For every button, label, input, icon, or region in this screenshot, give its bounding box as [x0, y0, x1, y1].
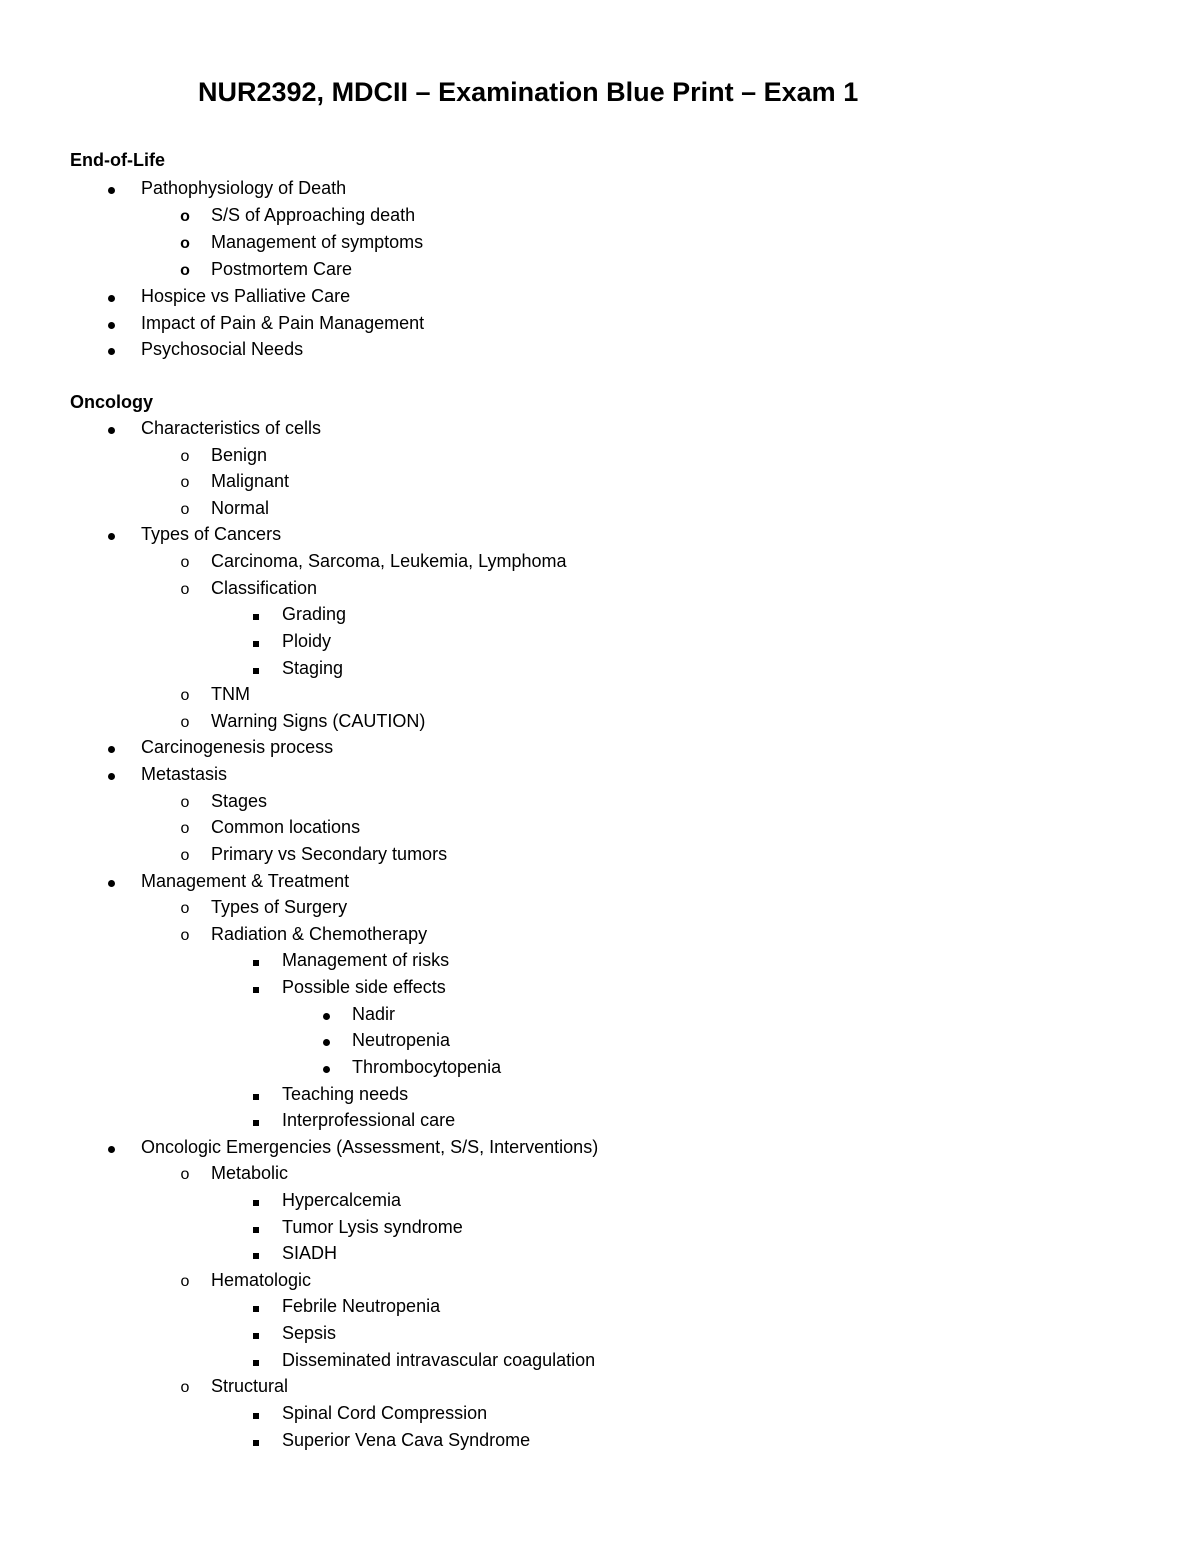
list-item	[282, 1294, 440, 1318]
list-item-text: Stages	[211, 791, 268, 811]
bullet-icon	[316, 1028, 336, 1052]
list-item	[180, 1374, 289, 1398]
circle-bullet-icon: o	[180, 208, 190, 225]
list-item	[180, 815, 361, 839]
list-item-text: Common locations	[211, 817, 361, 837]
bullet-icon	[101, 522, 121, 546]
circle-bullet-icon: o	[180, 927, 190, 944]
list-item	[282, 1215, 463, 1239]
circle-bullet-icon: o	[180, 501, 190, 518]
bullet-icon	[316, 1055, 336, 1079]
square-bullet-icon	[246, 1108, 266, 1132]
section-heading: Oncology	[70, 392, 154, 412]
list-item-text: S/S of Approaching death	[211, 205, 416, 225]
list-item-text: Hypercalcemia	[282, 1190, 402, 1210]
square-bullet-icon	[246, 1348, 266, 1372]
circle-bullet-icon: o	[180, 474, 190, 491]
list-item	[282, 1321, 336, 1345]
list-item-text: Superior Vena Cava Syndrome	[282, 1430, 531, 1450]
list-item-text: Neutropenia	[352, 1030, 451, 1050]
square-bullet-icon	[246, 948, 266, 972]
list-item-text: Warning Signs (CAUTION)	[211, 711, 426, 731]
square-bullet-icon	[246, 1241, 266, 1265]
list-item-text: Primary vs Secondary tumors	[211, 844, 448, 864]
square-bullet-icon	[246, 1082, 266, 1106]
circle-bullet-icon: o	[180, 554, 190, 571]
list-item	[352, 1055, 501, 1079]
square-bullet-icon	[246, 1321, 266, 1345]
square-bullet-icon	[246, 1294, 266, 1318]
circle-bullet-icon: o	[180, 794, 190, 811]
bullet-icon	[101, 1135, 121, 1159]
square-bullet-icon	[246, 1188, 266, 1212]
list-item-text: Ploidy	[282, 631, 332, 651]
list-item-text: Benign	[211, 445, 268, 465]
list-item	[141, 522, 281, 546]
list-item-text: Psychosocial Needs	[141, 339, 304, 359]
document-title: NUR2392, MDCII – Examination Blue Print – Exam 1	[198, 77, 859, 107]
list-item-text: Malignant	[211, 471, 290, 491]
list-item-text: Disseminated intravascular coagulation	[282, 1350, 596, 1370]
list-item-text: Metabolic	[211, 1163, 289, 1183]
square-bullet-icon	[246, 629, 266, 653]
circle-bullet-icon: o	[180, 1166, 190, 1183]
list-item-text: Characteristics of cells	[141, 418, 322, 438]
list-item	[141, 176, 346, 200]
list-item-text: Nadir	[352, 1004, 396, 1024]
list-item	[180, 895, 348, 919]
list-item-text: Management & Treatment	[141, 871, 350, 891]
list-item	[282, 1108, 455, 1132]
list-item	[180, 203, 416, 227]
circle-bullet-icon: o	[180, 1379, 190, 1396]
circle-bullet-icon: o	[180, 262, 190, 279]
list-item-text: Pathophysiology of Death	[141, 178, 347, 198]
list-item	[141, 337, 303, 361]
square-bullet-icon	[246, 1428, 266, 1452]
list-item-text: Hematologic	[211, 1270, 312, 1290]
bullet-icon	[101, 311, 121, 335]
list-item-text: Radiation & Chemotherapy	[211, 924, 428, 944]
bullet-icon	[101, 762, 121, 786]
list-item	[180, 549, 567, 573]
list-item-text: Types of Cancers	[141, 524, 282, 544]
list-item-text: Interprofessional care	[282, 1110, 456, 1130]
list-item	[180, 230, 424, 254]
list-item	[352, 1002, 395, 1026]
list-item-text: Classification	[211, 578, 318, 598]
list-item	[141, 284, 350, 308]
list-item-text: Structural	[211, 1376, 289, 1396]
list-item	[141, 762, 227, 786]
circle-bullet-icon: o	[180, 581, 190, 598]
list-item-text: Postmortem Care	[211, 259, 353, 279]
circle-bullet-icon: o	[180, 820, 190, 837]
list-item	[282, 1348, 595, 1372]
bullet-icon	[101, 337, 121, 361]
list-item	[180, 842, 448, 866]
list-item-text: Possible side effects	[282, 977, 446, 997]
list-item-text: Management of symptoms	[211, 232, 424, 252]
list-item-text: Teaching needs	[282, 1084, 409, 1104]
list-item	[352, 1028, 450, 1052]
list-item-text: Metastasis	[141, 764, 228, 784]
list-item	[180, 576, 318, 600]
list-item	[282, 1428, 530, 1452]
list-item	[180, 789, 268, 813]
bullet-icon	[101, 284, 121, 308]
list-item-text: SIADH	[282, 1243, 338, 1263]
list-item-text: Spinal Cord Compression	[282, 1403, 488, 1423]
list-item-text: Impact of Pain & Pain Management	[141, 313, 425, 333]
bullet-icon	[101, 176, 121, 200]
circle-bullet-icon: o	[180, 1273, 190, 1290]
list-item-text: Thrombocytopenia	[352, 1057, 502, 1077]
circle-bullet-icon: o	[180, 847, 190, 864]
list-item	[282, 1188, 401, 1212]
list-item	[282, 602, 346, 626]
list-item	[141, 735, 333, 759]
list-item-text: Hospice vs Palliative Care	[141, 286, 351, 306]
list-item	[180, 1161, 289, 1185]
list-item	[180, 469, 290, 493]
square-bullet-icon	[246, 656, 266, 680]
list-item	[180, 257, 353, 281]
list-item-text: Carcinogenesis process	[141, 737, 334, 757]
list-item	[282, 1241, 337, 1265]
list-item	[180, 496, 270, 520]
list-item-text: Normal	[211, 498, 270, 518]
list-item-text: Management of risks	[282, 950, 450, 970]
list-item-text: Febrile Neutropenia	[282, 1296, 441, 1316]
list-item-text: Carcinoma, Sarcoma, Leukemia, Lymphoma	[211, 551, 567, 571]
list-item-text: Oncologic Emergencies (Assessment, S/S, Interventions)	[141, 1137, 599, 1157]
square-bullet-icon	[246, 975, 266, 999]
circle-bullet-icon: o	[180, 235, 190, 252]
list-item-text: Sepsis	[282, 1323, 337, 1343]
list-item	[141, 1135, 598, 1159]
circle-bullet-icon: o	[180, 448, 190, 465]
bullet-icon	[101, 416, 121, 440]
list-item-text: Staging	[282, 658, 344, 678]
section-heading: End-of-Life	[70, 150, 165, 170]
bullet-icon	[101, 735, 121, 759]
bullet-icon	[101, 869, 121, 893]
square-bullet-icon	[246, 1215, 266, 1239]
list-item	[141, 869, 349, 893]
list-item-text: TNM	[211, 684, 250, 704]
list-item	[180, 1268, 312, 1292]
list-item	[141, 416, 321, 440]
list-item	[180, 682, 250, 706]
list-item	[180, 709, 426, 733]
list-item	[282, 975, 446, 999]
list-item	[282, 656, 343, 680]
list-item-text: Tumor Lysis syndrome	[282, 1217, 463, 1237]
list-item	[282, 1082, 408, 1106]
bullet-icon	[316, 1002, 336, 1026]
circle-bullet-icon: o	[180, 687, 190, 704]
list-item	[141, 311, 424, 335]
list-item	[180, 443, 268, 467]
circle-bullet-icon: o	[180, 714, 190, 731]
square-bullet-icon	[246, 602, 266, 626]
square-bullet-icon	[246, 1401, 266, 1425]
list-item-text: Grading	[282, 604, 347, 624]
list-item	[282, 1401, 487, 1425]
list-item	[282, 629, 331, 653]
list-item-text: Types of Surgery	[211, 897, 348, 917]
list-item	[282, 948, 449, 972]
list-item	[180, 922, 428, 946]
circle-bullet-icon: o	[180, 900, 190, 917]
